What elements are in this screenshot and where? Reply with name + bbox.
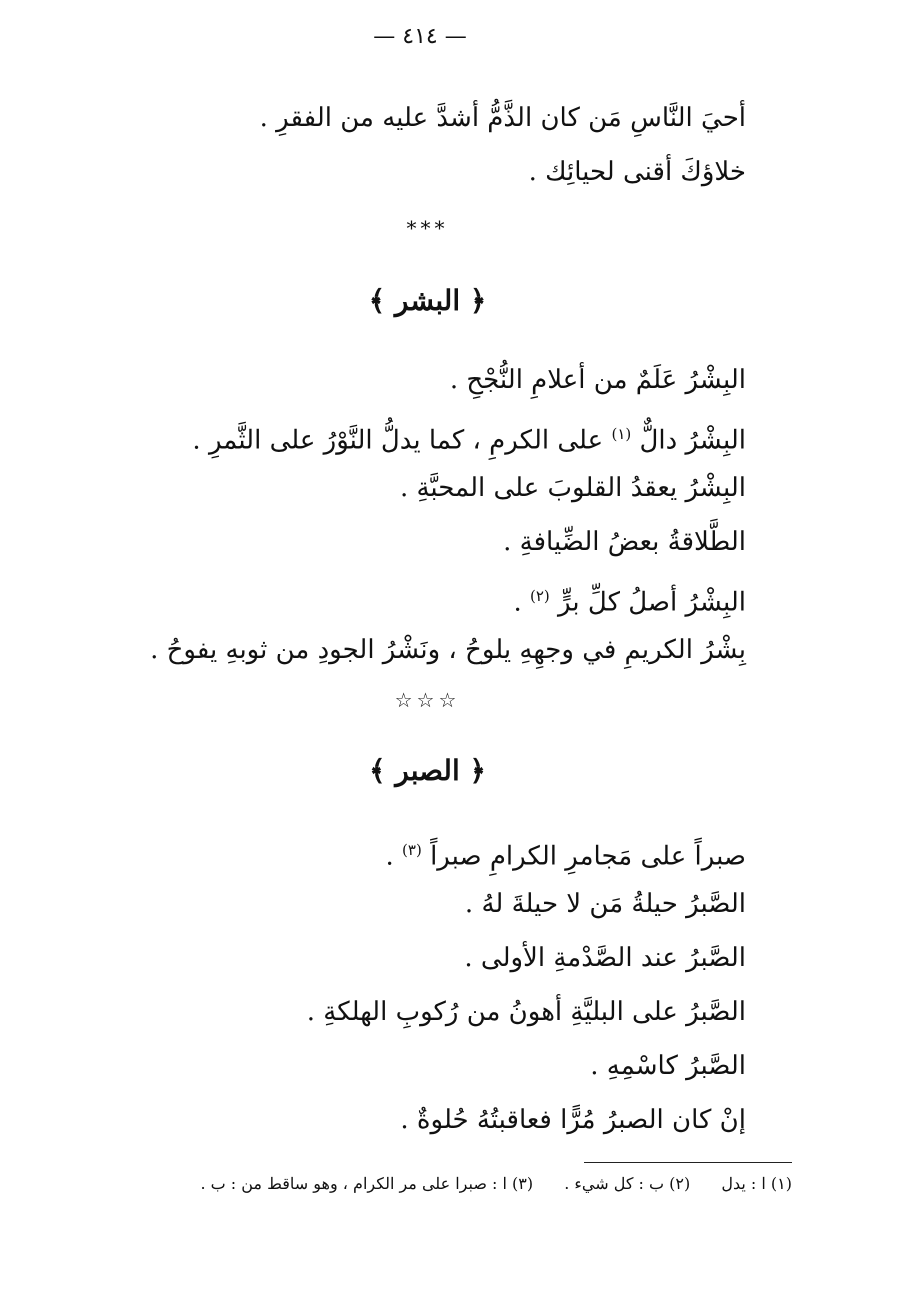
section-separator: *** (406, 216, 449, 240)
page-number: — ٤١٤ — (373, 24, 467, 49)
saying-line: إنْ كان الصبرُ مُرًّا فعاقبتُهُ حُلوةٌ . (400, 1105, 746, 1135)
footnote-ref: (١) (611, 425, 632, 443)
footnote: (٢) ب : كل شيء . (564, 1174, 691, 1193)
saying-text: . (513, 587, 522, 618)
saying-text: صبراً على مَجامرِ الكرامِ صبراً (430, 841, 746, 872)
saying-line (192, 414, 746, 461)
intro-line: خلاؤكَ أقنى لحيائِك . (528, 157, 746, 187)
footnotes (174, 1174, 792, 1193)
saying-line: الطَّلاقةُ بعضُ الضِّيافةِ . (503, 527, 746, 557)
saying-line: الصَّبرُ على البليَّةِ أهونُ من رُكوبِ الهلكةِ . (306, 997, 746, 1027)
saying-line: البِشْرُ يعقدُ القلوبَ على المحبَّةِ . (399, 473, 746, 503)
saying-text: البِشْرُ دالٌّ (639, 425, 746, 456)
footnote-ref: (٣) (402, 841, 422, 859)
footnote-divider (584, 1162, 792, 1163)
saying-text: البِشْرُ أصلُ كلِّ برٍّ (558, 587, 746, 618)
footnote: (١) ا : يدل (721, 1174, 792, 1193)
saying-line: الصَّبرُ حيلةُ مَن لا حيلةَ لهُ . (464, 889, 746, 919)
saying-line: الصَّبرُ كاسْمِهِ . (590, 1051, 746, 1081)
footnote: (٣) ا : صبرا على مر الكرام ، وهو ساقط من : ب . (200, 1174, 534, 1193)
saying-text: على الكرمِ ، كما يدلُّ النَّوْرُ على الثَّمرِ . (192, 425, 604, 456)
footnote-ref: (٢) (529, 587, 550, 605)
section-separator: ☆☆☆ (394, 688, 461, 712)
saying-line: الصَّبرُ عند الصَّدْمةِ الأولى . (464, 943, 746, 973)
saying-line: بِشْرُ الكريمِ في وجهِهِ يلوحُ ، ونَشْرُ الجودِ من ثوبهِ يفوحُ . (150, 635, 746, 665)
section-title-sabr: ﴿ الصبر ﴾ (369, 754, 486, 787)
saying-line: البِشْرُ عَلَمٌ من أعلامِ النُّجْحِ . (449, 365, 746, 395)
saying-line (513, 576, 746, 623)
section-title-bishr: ﴿ البشر ﴾ (368, 284, 487, 317)
saying-line (386, 830, 747, 877)
intro-line: أحيَ النَّاسِ مَن كان الذَّمُّ أشدَّ عليه من الفقرِ . (259, 103, 746, 133)
saying-text: . (385, 841, 394, 872)
